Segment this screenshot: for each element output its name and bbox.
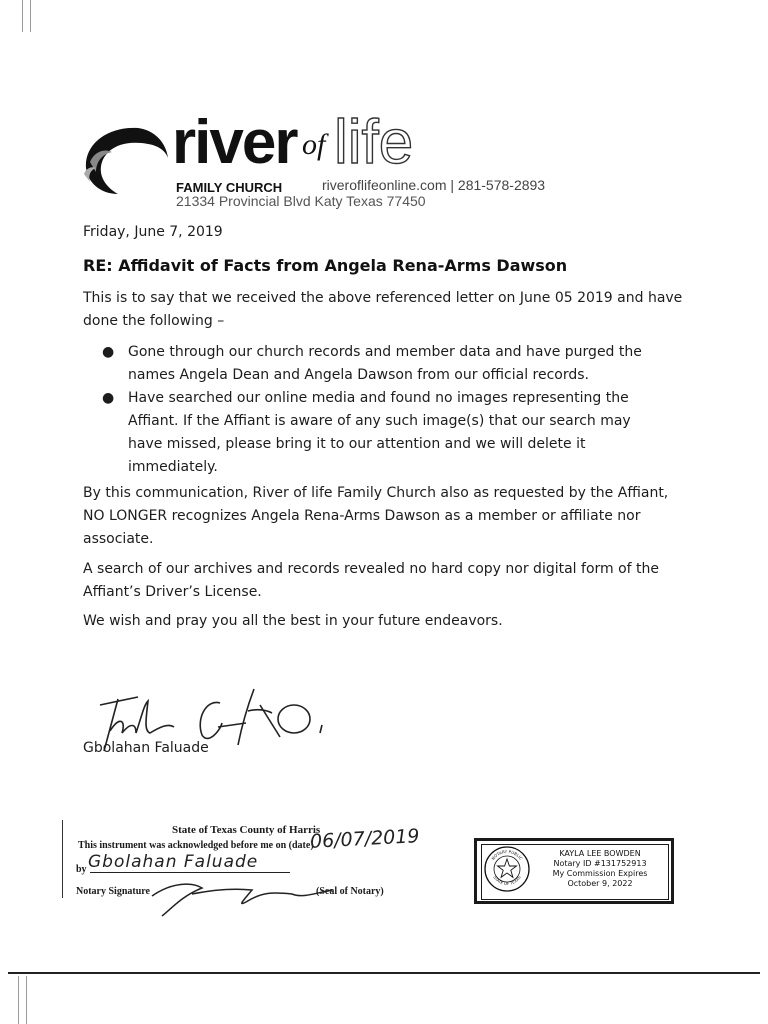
commission-label: My Commission Expires (552, 869, 648, 878)
letter-subject: RE: Affidavit of Facts from Angela Rena-Arms Dawson (83, 256, 568, 275)
list-item (102, 341, 662, 387)
bullet-icon: ● (102, 390, 115, 406)
handwritten-name: Gbolahan Faluade (88, 852, 259, 872)
seal-of-notary-label: (Seal of Notary) (316, 886, 384, 897)
scan-artifact (18, 976, 19, 1024)
notary-stamp (474, 838, 674, 904)
list-item-text: Gone through our church records and member data and have purged the names Angela Dean and Angela Dawson from our official records. (128, 344, 642, 383)
website-phone: riveroflifeonline.com | 281-578-2893 (322, 177, 546, 193)
recognition-paragraph: By this communication, River of life Family Church also as requested by the Affiant, NO LONGER recognizes Angela Rena-Arms Dawson as a member or affiliate nor associate. (83, 485, 669, 547)
logo-wordmark-river: river (172, 108, 297, 177)
page-bottom-rule (8, 972, 760, 974)
seal-text-top: NOTARY PUBLIC (490, 848, 524, 861)
scan-artifact (26, 976, 27, 1024)
closing-paragraph: We wish and pray you all the best in your future endeavors. (83, 613, 503, 629)
notary-name: KAYLA LEE BOWDEN (559, 849, 641, 858)
notary-acknowledgement (62, 820, 442, 920)
church-logo-swoosh-icon (78, 122, 170, 200)
scan-artifact (22, 0, 23, 32)
signer-name: Gbolahan Faluade (83, 740, 209, 756)
action-list (102, 341, 662, 479)
stamp-details (537, 849, 663, 889)
logo-wordmark-life: life (334, 108, 414, 177)
left-border-line (62, 820, 63, 898)
state-county-line: State of Texas County of Harris (172, 824, 321, 836)
church-address: 21334 Provincial Blvd Katy Texas 77450 (176, 193, 426, 209)
archive-paragraph: A search of our archives and records revealed no hard copy nor digital form of the Affiant’s Driver’s License. (83, 561, 660, 600)
list-item-text: Have searched our online media and found no images representing the Affiant. If the Affiant is aware of any such image(s) that our search may have missed, please bring it to our attention and we will delete it immediately. (128, 390, 631, 475)
notary-signature (142, 872, 342, 918)
letter-date: Friday, June 7, 2019 (83, 224, 223, 240)
list-item (102, 387, 662, 479)
logo-wordmark-of: of (302, 128, 326, 161)
scan-artifact (30, 0, 31, 32)
acknowledged-line: This instrument was acknowledged before me on (date) (78, 840, 314, 851)
handwritten-date: 06/07/2019 (309, 825, 421, 853)
commission-expiry: October 9, 2022 (567, 879, 633, 888)
intro-paragraph: This is to say that we received the above referenced letter on June 05 2019 and have done the following – (83, 290, 683, 329)
notary-seal-star-icon (483, 845, 531, 893)
notary-signature-label: Notary Signature (76, 886, 150, 897)
notary-id: Notary ID #131752913 (553, 859, 647, 868)
bullet-icon: ● (102, 344, 115, 360)
logo-subtitle: FAMILY CHURCH (176, 180, 283, 195)
seal-text-bottom: STATE OF TEXAS (492, 874, 522, 887)
by-label: by (76, 864, 87, 875)
svg-text:STATE OF TEXAS (492, 874, 522, 886)
